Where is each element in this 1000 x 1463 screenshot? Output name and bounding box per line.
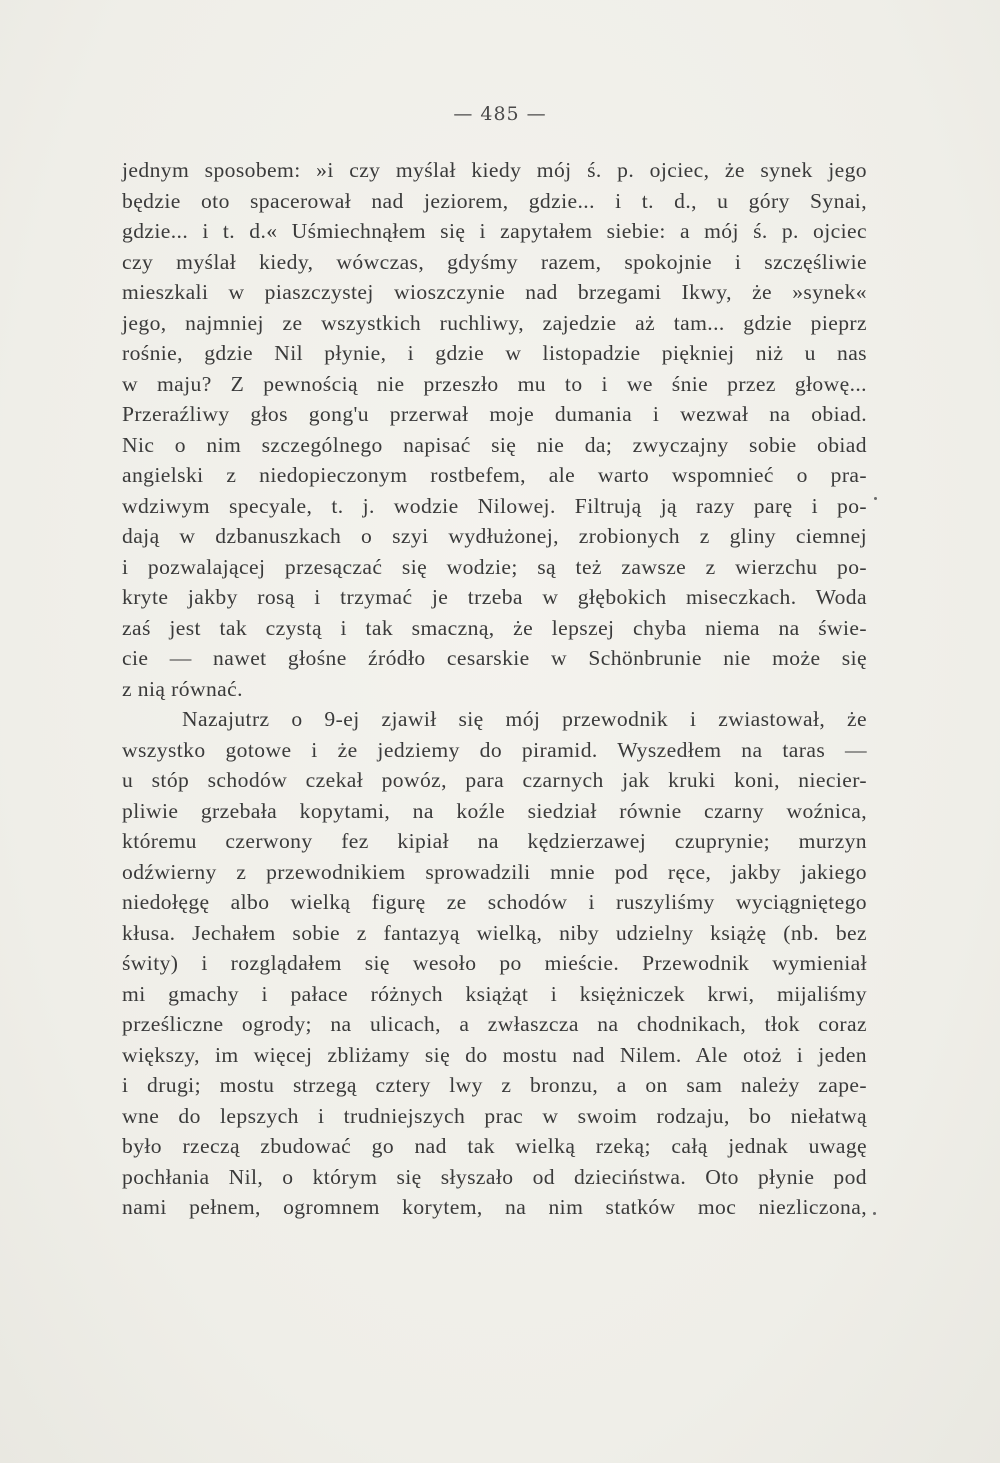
text-line: czy myślał kiedy, wówczas, gdyśmy razem, spokojnie i szczęśliwie	[122, 249, 867, 274]
text-line: angielski z niedopieczonym rostbefem, ale warto wspomnieć o pra-	[122, 463, 867, 487]
text-line: rośnie, gdzie Nil płynie, i gdzie w listopadzie piękniej niż u nas	[122, 341, 867, 365]
text-line: któremu czerwony fez kipiał na kędzierzawej czuprynie; murzyn	[122, 829, 867, 853]
text-line: i pozwalającej przesączać się wodzie; są też zawsze z wierzchu po-	[122, 554, 867, 579]
body-text	[122, 155, 867, 1223]
text-line: mieszkali w piaszczystej wioszczynie nad brzegami Ikwy, że »synek«	[122, 280, 867, 304]
text-line: dają w dzbanuszkach o szyi wydłużonej, zrobionych z gliny ciemnej	[122, 524, 867, 548]
text-line: gdzie... i t. d.« Uśmiechnąłem się i zapytałem siebie: a mój ś. p. ojciec	[122, 219, 867, 243]
text-line: wne do lepszych i trudniejszych prac w swoim rodzaju, bo niełatwą	[122, 1103, 867, 1128]
text-line: pliwie grzebała kopytami, na koźle siedział równie czarny woźnica,	[122, 798, 867, 823]
text-line: zaś jest tak czystą i tak smaczną, że lepszej chyba niema na świe-	[122, 615, 867, 640]
text-line: świty) i rozglądałem się wesoło po mieście. Przewodnik wymieniał	[122, 951, 867, 975]
text-line: pochłania Nil, o którym się słyszało od dzieciństwa. Oto płynie pod	[122, 1164, 867, 1189]
text-line: u stóp schodów czekał powóz, para czarnych jak kruki koni, niecier-	[122, 768, 867, 792]
text-line: większy, im więcej zbliżamy się do mostu nad Nilem. Ale otoż i jeden	[122, 1042, 867, 1067]
text-line: nami pełnem, ogromnem korytem, na nim statków moc niezliczona,	[122, 1195, 867, 1219]
text-line: jego, najmniej ze wszystkich ruchliwy, zajedzie aż tam... gdzie pieprz	[122, 310, 867, 335]
text-line: kłusa. Jechałem sobie z fantazyą wielką, niby udzielny książę (nb. bez	[122, 920, 867, 945]
text-line: prześliczne ogrody; na ulicach, a zwłaszcza na chodnikach, tłok coraz	[122, 1012, 867, 1036]
paragraph-start-line: Nazajutrz o 9-ej zjawił się mój przewodnik i zwiastował, że	[182, 707, 867, 731]
text-line: jednym sposobem: »i czy myślał kiedy mój ś. p. ojciec, że synek jego	[122, 158, 867, 182]
text-line: mi gmachy i pałace różnych książąt i księżniczek krwi, mijaliśmy	[122, 981, 867, 1006]
page-number: — 485 —	[453, 103, 547, 125]
text-line: cie — nawet głośne źródło cesarskie w Schönbrunie nie może się	[122, 646, 867, 670]
paper-speck	[874, 497, 877, 500]
paragraph-end-line: z nią równać.	[122, 676, 243, 701]
text-line: wszystko gotowe i że jedziemy do piramid. Wyszedłem na taras —	[122, 737, 867, 762]
text-line: będzie oto spacerował nad jeziorem, gdzie... i t. d., u góry Synai,	[122, 188, 867, 213]
text-line: kryte jakby rosą i trzymać je trzeba w głębokich miseczkach. Woda	[122, 585, 867, 609]
paper-speck	[873, 1212, 876, 1215]
text-line: w maju? Z pewnością nie przeszło mu to i we śnie przez głowę...	[122, 371, 867, 396]
text-line: niedołęgę albo wielką figurę ze schodów i ruszyliśmy wyciągniętego	[122, 890, 867, 914]
text-line: odźwierny z przewodnikiem sprowadzili mnie pod ręce, jakby jakiego	[122, 859, 867, 884]
text-line: Nic o nim szczególnego napisać się nie da; zwyczajny sobie obiad	[122, 432, 867, 457]
text-line: wdziwym specyale, t. j. wodzie Nilowej. Filtrują ją razy parę i po-	[122, 493, 867, 518]
text-line: Przeraźliwy głos gong'u przerwał moje dumania i wezwał na obiad.	[122, 402, 867, 426]
text-line: było rzeczą zbudować go nad tak wielką rzeką; całą jednak uwagę	[122, 1134, 867, 1158]
text-line: i drugi; mostu strzegą cztery lwy z bronzu, a on sam należy zape-	[122, 1073, 867, 1097]
